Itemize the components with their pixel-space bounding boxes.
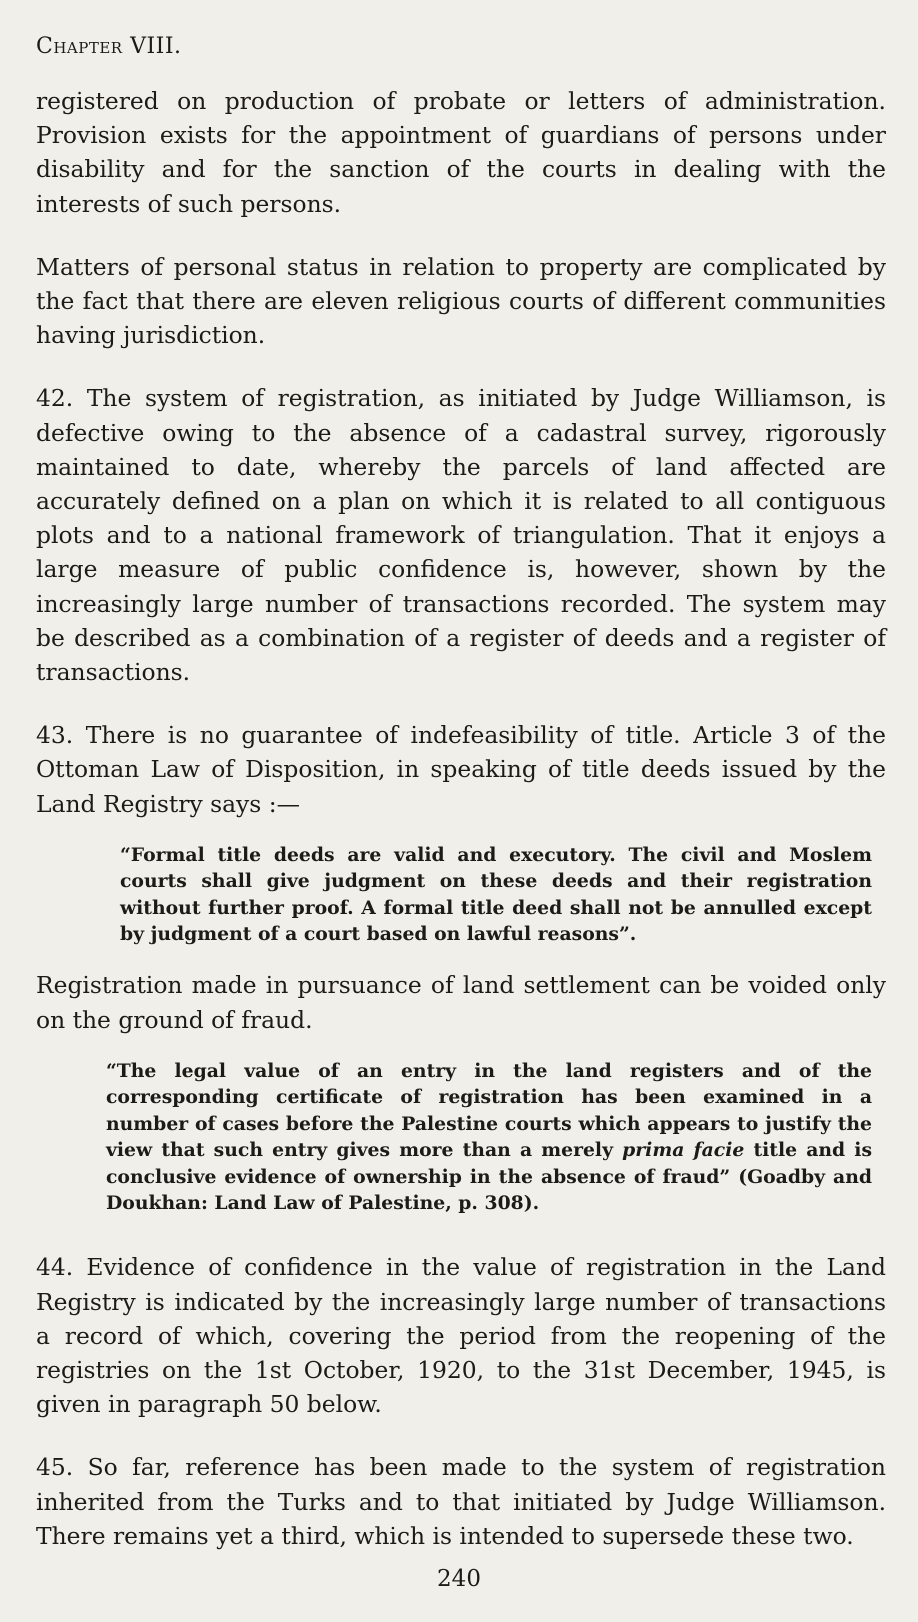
page-body [36, 84, 886, 1582]
paragraph-45: 45. So far, reference has been made to the system of registration inherited from the Turks and to that initiated by Judge Williamson. There remains yet a third, which is intended to supersede these two. [36, 1453, 886, 1550]
paragraph-personal-status: Matters of personal status in relation to property are complicated by the fact that there are eleven religious courts of different communities having jurisdiction. [36, 252, 886, 350]
paragraph-43: 43. There is no guarantee of indefeasibility of title. Article 3 of the Ottoman Law of Disposition, in speaking of title deeds issued by the Land Registry says :— [36, 721, 886, 818]
block-quote-goadby-doukhan [106, 1058, 872, 1216]
paragraph-continuation: registered on production of probate or letters of administration. Provision exists for the appointment of guardians of persons under disability and for the sanction of the courts in dealing with the interests of such persons. [36, 87, 886, 218]
quote-italic-term: prima facie [622, 1139, 745, 1162]
paragraph-44: 44. Evidence of confidence in the value of registration in the Land Registry is indicated by the increasingly large number of transactions a record of which, covering the period from the reopening of the registries on the 1st October, 1920, to the 31st December, 1945, is given in paragraph 50 below. [36, 1253, 886, 1419]
paragraph-42: 42. The system of registration, as initiated by Judge Williamson, is defective owing to the absence of a cadastral survey, rigorously maintained to date, whereby the parcels of land affected are accurately defined on a plan on which it is related to all contiguous plots and to a national framework of triangulation. That it enjoys a large measure of public confidence is, however, shown by the increasingly large number of transactions recorded. The system may be described as a combination of a register of deeds and a register of transactions. [36, 384, 886, 687]
paragraph-43-settlement: Registration made in pursuance of land settlement can be voided only on the ground of fraud. [36, 971, 886, 1034]
chapter-heading: Chapter VIII. [36, 34, 182, 59]
page-number: 240 [437, 1566, 481, 1592]
quote-text-part-1: “The legal value of an entry in the land registers and of the corresponding certificate of registration has been examined in a number of cases before the Palestine courts which appears to justify the view that such entry gives more than a merely [106, 1059, 872, 1162]
block-quote-ottoman-law: “Formal title deeds are valid and executory. The civil and Moslem courts shall give judgment on these deeds and their registration without further proof. A formal title deed shall not be annulled except by judgment of a court based on lawful reasons”. [120, 843, 872, 946]
quote-text-part-2: title and is conclusive evidence of ownership in the absence of fraud” (Goadby and Doukhan: Land Law of Palestine, p. 308). [106, 1139, 873, 1214]
